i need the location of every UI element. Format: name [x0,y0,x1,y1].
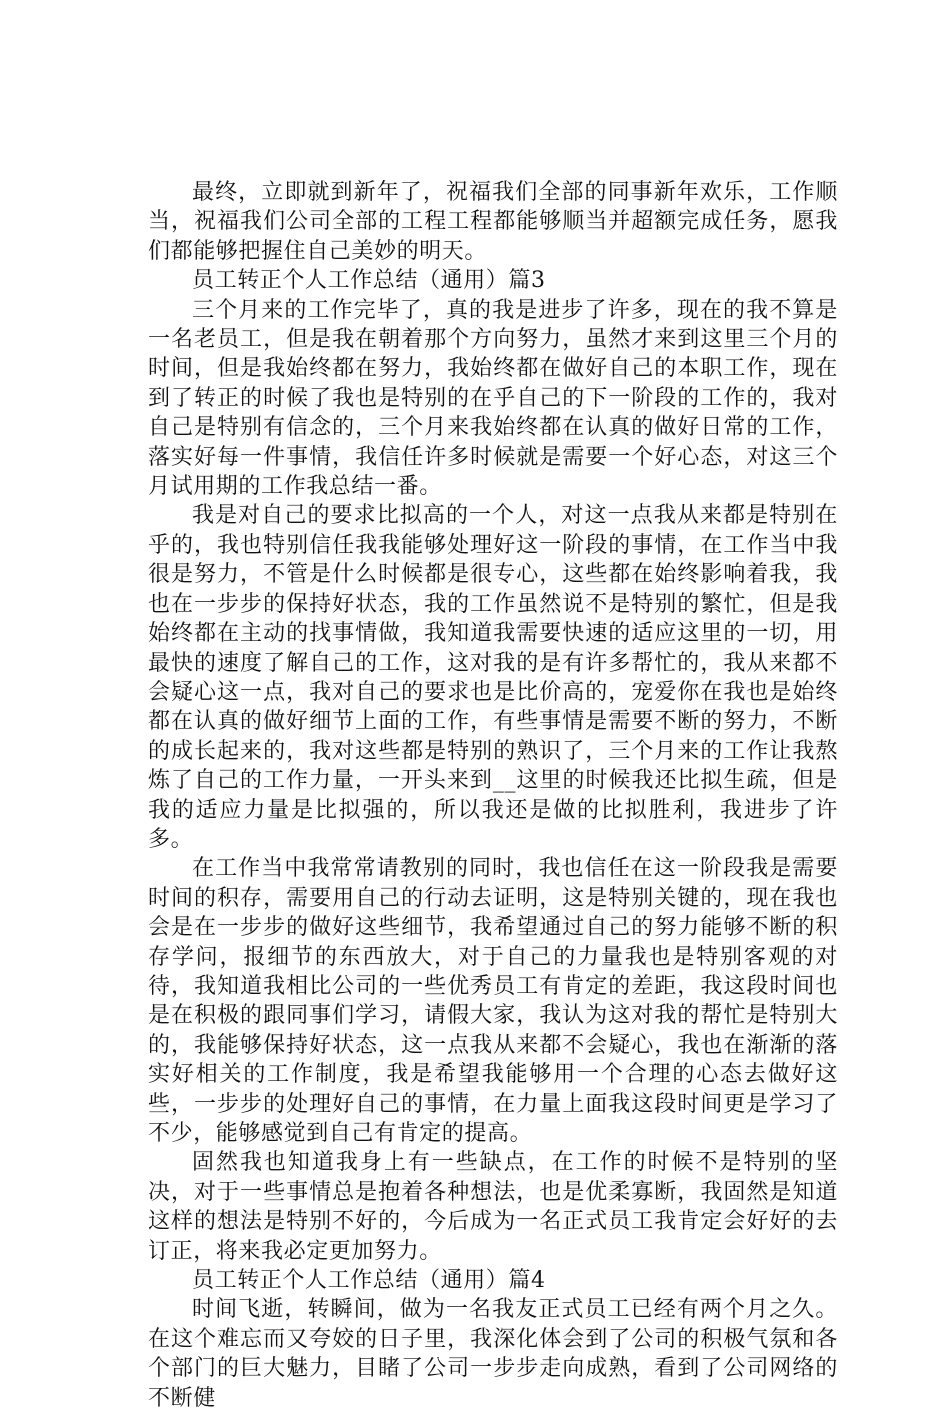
section-heading-part-3: 员工转正个人工作总结（通用）篇3 [192,268,546,294]
paragraph-shortcomings: 固然我也知道我身上有一些缺点，在工作的时候不是特别的坚决，对于一些事情总是抱着各种想法，也是优柔寡断，我固然是知道这样的想法是特别不好的，今后成为一名正式员工我肯定会好好的去订正，将来我必定更加努力。 [148,1150,838,1264]
paragraph-self-requirements: 我是对自己的要求比拟高的一个人，对这一点我从来都是特别在乎的，我也特别信任我我能够处理好这一阶段的事情，在工作当中我很是努力，不管是什么时候都是很专心，这些都在始终影响着我，我也在一步步的保持好状态，我的工作虽然说不是特别的繁忙，但是我始终都在主动的找事情做，我知道我需要快速的适应这里的一切，用最快的速度了解自己的工作，这对我的是有许多帮忙的，我从来都不会疑心这一点，我对自己的要求也是比价高的，宠爱你在我也是始终都在认真的做好细节上面的工作，有些事情是需要不断的努力，不断的成长起来的，我对这些都是特别的熟识了，三个月来的工作让我熬炼了自己的工作力量，一开头来到__这里的时候我还比拟生疏，但是我的适应力量是比拟强的，所以我还是做的比拟胜利，我进步了许多。 [148,503,838,852]
paragraph-learning-accumulation: 在工作当中我常常请教别的同时，我也信任在这一阶段我是需要时间的积存，需要用自己的行动去证明，这是特别关键的，现在我也会是在一步步的做好这些细节，我希望通过自己的努力能够不断的积存学问，报细节的东西放大，对于自己的力量我也是特别客观的对待，我知道我相比公司的一些优秀员工有肯定的差距，我这段时间也是在积极的跟同事们学习，请假大家，我认为这对我的帮忙是特别大的，我能够保持好状态，这一点我从来都不会疑心，我也在渐渐的落实好相关的工作制度，我是希望我能够用一个合理的心态去做好这些，一步步的处理好自己的事情，在力量上面我这段时间更是学习了不少，能够感觉到自己有肯定的提高。 [148,856,838,1146]
document-body [148,178,838,1413]
paragraph-three-months-summary: 三个月来的工作完毕了，真的我是进步了许多，现在的我不算是一名老员工，但是我在朝着那个方向努力，虽然才来到这里三个月的时间，但是我始终都在努力，我始终都在做好自己的本职工作，现在到了转正的时候了我也是特别的在乎自己的下一阶段的工作的，我对自己是特别有信念的，三个月来我始终都在认真的做好日常的工作，落实好每一件事情，我信任许多时候就是需要一个好心态，对这三个月试用期的工作我总结一番。 [148,297,838,500]
section-heading-part-4: 员工转正个人工作总结（通用）篇4 [192,1268,546,1294]
paragraph-time-flies: 时间飞逝，转瞬间，做为一名我友正式员工已经有两个月之久。在这个难忘而又夸姣的日子里，我深化体会到了公司的积极气氛和各个部门的巨大魅力，目睹了公司一步步走向成熟，看到了公司网络的不断健 [148,1297,838,1411]
paragraph-closing-wishes: 最终，立即就到新年了，祝福我们全部的同事新年欢乐，工作顺当，祝福我们公司全部的工程工程都能够顺当并超额完成任务，愿我们都能够把握住自己美妙的明天。 [148,180,838,264]
